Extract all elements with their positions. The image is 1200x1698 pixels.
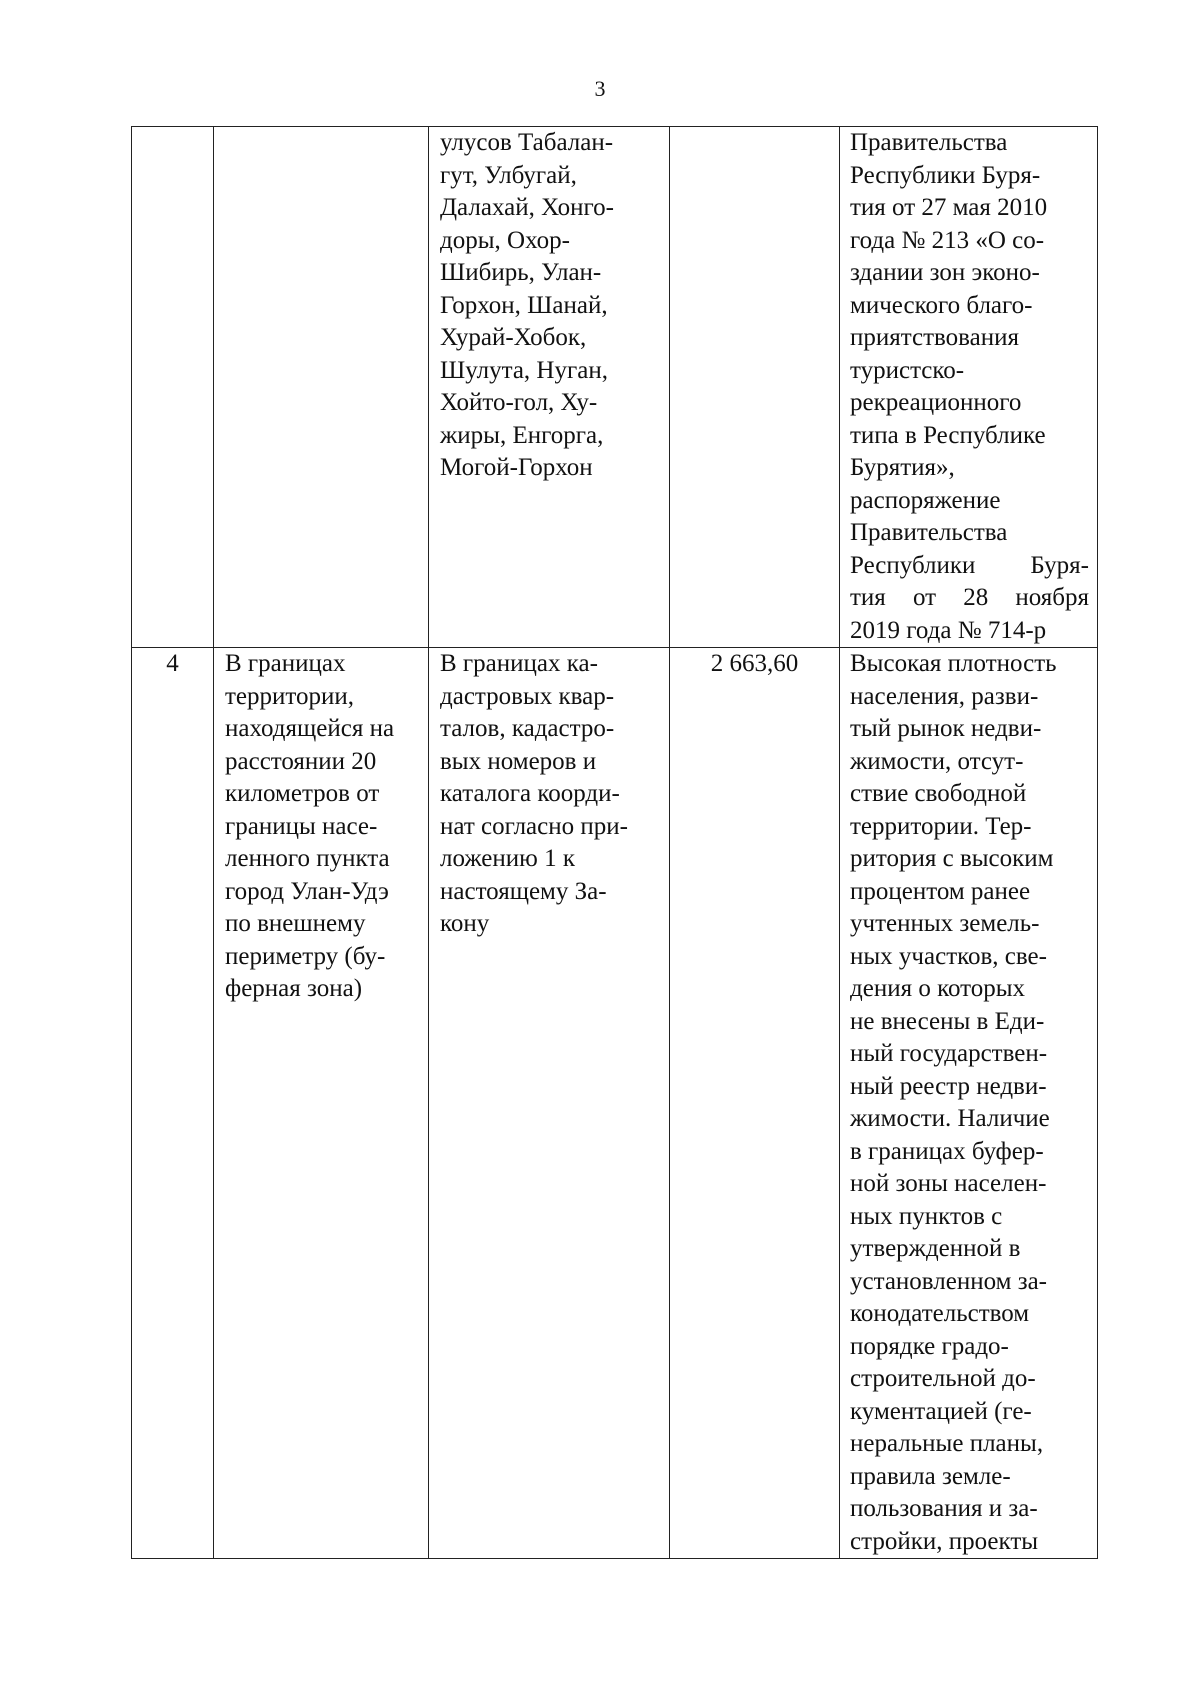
- text-line: ритория с высоким: [850, 845, 1054, 872]
- text-line: кументацией (ге-: [850, 1397, 1032, 1425]
- text-line: дастровых квар-: [440, 682, 615, 710]
- zones-table: [131, 126, 1098, 1559]
- text-line: правила земле-: [850, 1462, 1011, 1490]
- text-line: Правительства: [850, 519, 1008, 546]
- zone-name-cell: [214, 127, 429, 648]
- text-line: жимости, отсут-: [850, 747, 1024, 775]
- text-line: населения, разви-: [850, 682, 1039, 710]
- row-number-cell: 4: [132, 648, 214, 1559]
- text-line: установленном за-: [850, 1267, 1047, 1295]
- zone-name-cell: [214, 648, 429, 1559]
- text-line: Могой-Горхон: [440, 454, 593, 481]
- text-line: ложению 1 к: [440, 845, 575, 872]
- text-line: Горхон, Шанай,: [440, 291, 608, 319]
- text-line: по внешнему: [225, 910, 366, 937]
- text-line: рекреационного: [850, 389, 1022, 416]
- text-line: ствие свободной: [850, 780, 1027, 807]
- text-line: В границах ка-: [440, 650, 598, 677]
- text-line: каталога коорди-: [440, 780, 620, 807]
- text-line: Республики Буря-: [850, 161, 1041, 189]
- text-line: ных пунктов с: [850, 1202, 1003, 1230]
- text-line: конодательством: [850, 1300, 1030, 1327]
- text-line: в границах буфер-: [850, 1137, 1044, 1165]
- zone-bounds-cell: [429, 648, 670, 1559]
- text-line: порядке градо-: [850, 1332, 1009, 1360]
- text-line: мического благо-: [850, 291, 1033, 319]
- text-line: распоряжение: [850, 486, 1001, 514]
- text-line: Шибирь, Улан-: [440, 259, 602, 286]
- text-line: приятствования: [850, 324, 1019, 351]
- zone-bounds-cell: [429, 127, 670, 648]
- text-line: ный реестр недви-: [850, 1072, 1047, 1100]
- zone-area-cell: [670, 127, 840, 648]
- text-line: город Улан-Удэ: [225, 877, 389, 905]
- text-line: гут, Улбугай,: [440, 161, 577, 189]
- text-line: утвержденной в: [850, 1235, 1021, 1262]
- text-line: неральные планы,: [850, 1430, 1044, 1457]
- page-number: 3: [594, 76, 606, 101]
- text-line: тый рынок недви-: [850, 715, 1042, 742]
- text-line: В границах: [225, 650, 346, 677]
- text-line: пользования и за-: [850, 1495, 1038, 1522]
- text-line: вых номеров и: [440, 747, 597, 775]
- text-line: не внесены в Еди-: [850, 1007, 1045, 1035]
- text-line: Шулута, Нуган,: [440, 356, 608, 384]
- table-row: [132, 127, 1098, 648]
- text-line: года № 213 «О со-: [850, 226, 1045, 254]
- text-line: улусов Табалан-: [440, 129, 614, 156]
- text-line: расстоянии 20: [225, 747, 377, 775]
- zone-area-cell: 2 663,60: [670, 648, 840, 1559]
- text-line: периметру (бу-: [225, 942, 386, 970]
- text-line: ной зоны населен-: [850, 1170, 1047, 1197]
- text-line: 2019 года № 714-р: [850, 616, 1047, 644]
- table-row: [132, 648, 1098, 1559]
- row-number-cell: [132, 127, 214, 648]
- text-line: ный государствен-: [850, 1040, 1048, 1067]
- text-line: здании зон эконо-: [850, 259, 1040, 286]
- text-line: находящейся на: [225, 715, 395, 742]
- text-line: тия от 27 мая 2010: [850, 194, 1048, 221]
- text-line: дения о которых: [850, 975, 1026, 1002]
- text-line: учтенных земель-: [850, 910, 1040, 937]
- text-line: территории. Тер-: [850, 812, 1032, 840]
- text-line: кону: [440, 910, 490, 937]
- text-line: нат согласно при-: [440, 812, 628, 840]
- text-line: Хойто-гол, Ху-: [440, 389, 598, 416]
- text-line: талов, кадастро-: [440, 715, 615, 742]
- text-line: Бурятия»,: [850, 454, 955, 481]
- text-line: ных участков, све-: [850, 942, 1047, 970]
- text-line: Правительства: [850, 129, 1008, 156]
- text-line: строительной до-: [850, 1365, 1036, 1392]
- text-line: настоящему За-: [440, 877, 607, 905]
- text-line: доры, Охор-: [440, 226, 570, 254]
- text-line: километров от: [225, 780, 380, 807]
- text-line: Хурай-Хобок,: [440, 324, 587, 351]
- zone-reason-cell: [840, 127, 1098, 648]
- text-line: Далахай, Хонго-: [440, 194, 614, 221]
- text-line: Республики Буря-: [850, 551, 1089, 579]
- text-line: типа в Республике: [850, 421, 1046, 449]
- text-line: ферная зона): [225, 975, 363, 1002]
- text-line: жимости. Наличие: [850, 1105, 1050, 1132]
- text-line: жиры, Енгорга,: [440, 421, 604, 449]
- text-line: процентом ранее: [850, 877, 1031, 905]
- text-line: туристско-: [850, 356, 965, 384]
- text-line: ленного пункта: [225, 845, 390, 872]
- text-line: стройки, проекты: [850, 1527, 1039, 1555]
- text-line: Высокая плотность: [850, 650, 1057, 677]
- text-line: границы насе-: [225, 812, 378, 840]
- zone-reason-cell: [840, 648, 1098, 1559]
- text-line: тия от 28 ноября: [850, 584, 1089, 611]
- text-line: территории,: [225, 682, 355, 710]
